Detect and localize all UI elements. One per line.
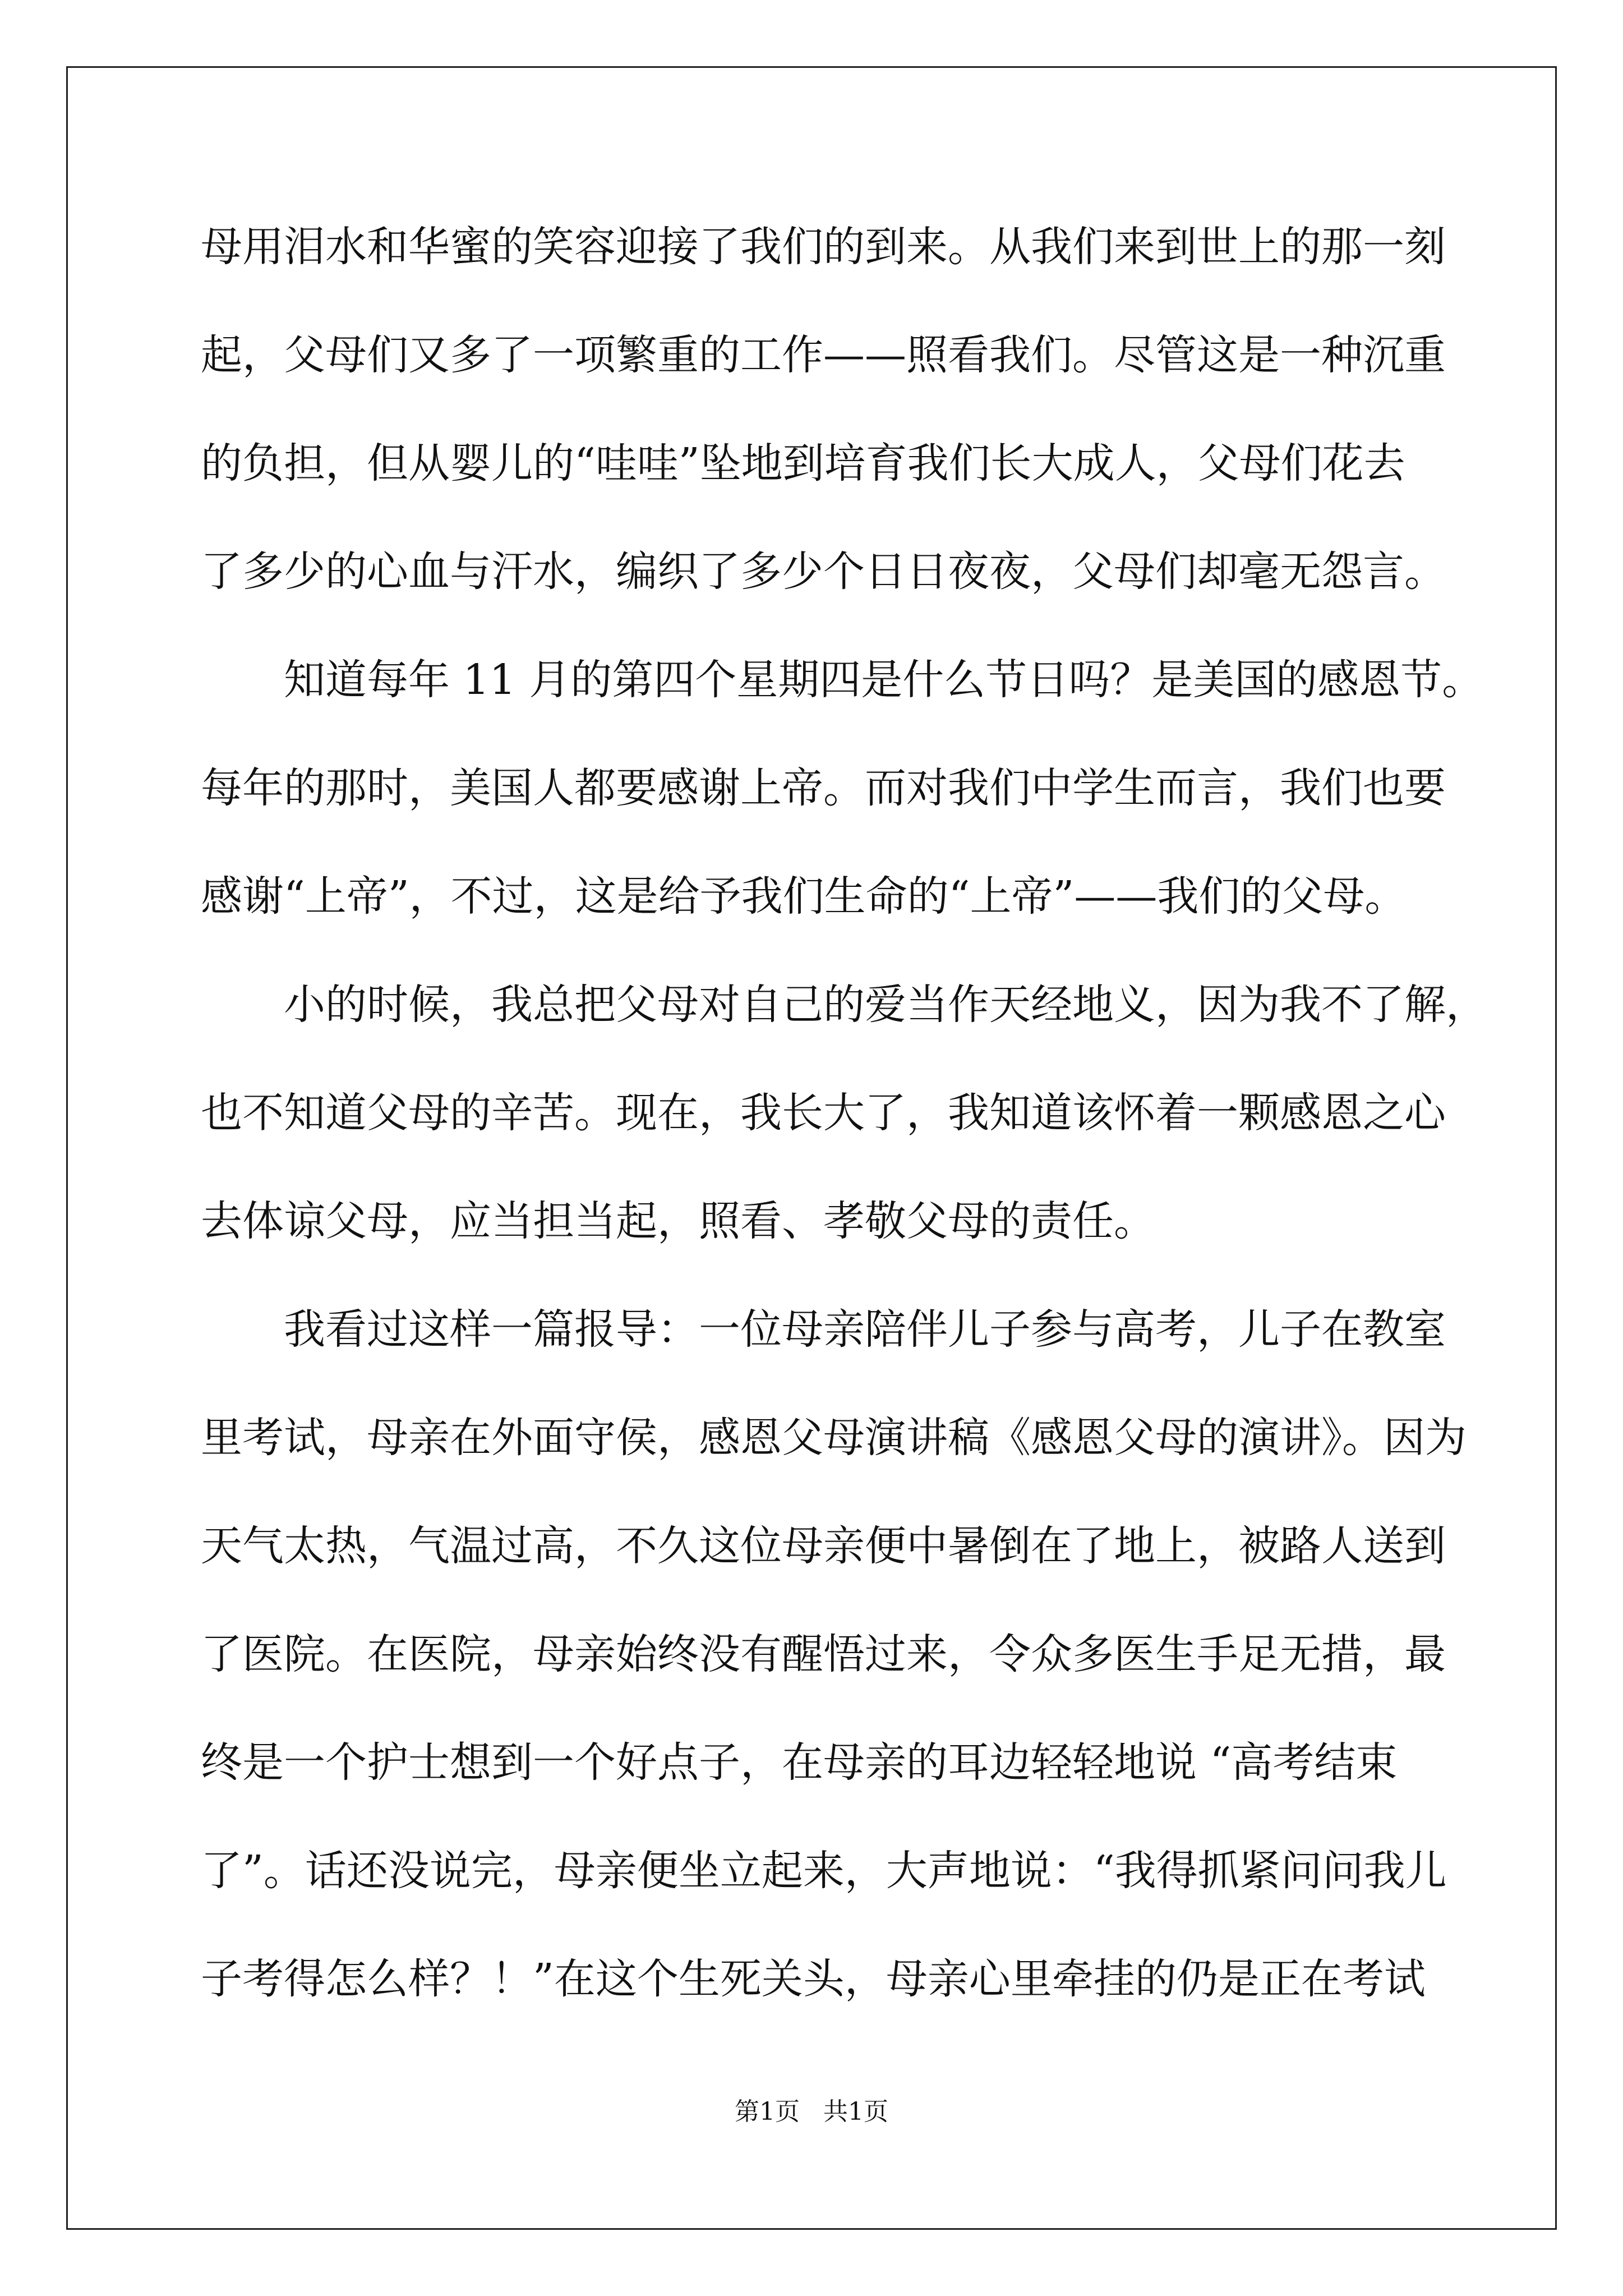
- text-line-16: 了”。话还没说完，母亲便坐立起来，大声地说：“我得抓紧问问我儿: [201, 1847, 1447, 1895]
- text-line-15: 终是一个护士想到一个好点子，在母亲的耳边轻轻地说 “高考结束: [201, 1738, 1398, 1787]
- text-line-2: 起，父母们又多了一项繁重的工作——照看我们。尽管这是一种沉重: [201, 331, 1446, 379]
- text-line-11: 我看过这样一篇报导：一位母亲陪伴儿子参与高考，儿子在教室: [284, 1305, 1446, 1354]
- text-line-17: 子考得怎么样？！”在这个生死关头，母亲心里牵挂的仍是正在考试: [201, 1955, 1426, 2003]
- text-line-13: 天气太热，气温过高，不久这位母亲便中暑倒在了地上，被路人送到: [201, 1522, 1446, 1570]
- page-number-footer: 第1页 共1页: [735, 2097, 888, 2126]
- text-line-8: 小的时候，我总把父母对自己的爱当作天经地义，因为我不了解，: [284, 981, 1487, 1029]
- document-body: [201, 219, 1487, 2059]
- text-line-4: 了多少的心血与汗水，编织了多少个日日夜夜，父母们却毫无怨言。: [201, 547, 1446, 596]
- text-line-5: 知道每年 11 月的第四个星期四是什么节日吗？是美国的感恩节。: [284, 656, 1484, 704]
- text-line-10: 去体谅父母，应当担当起，照看、孝敬父母的责任。: [201, 1197, 1155, 1245]
- text-line-12: 里考试，母亲在外面守侯，感恩父母演讲稿《感恩父母的演讲》。因为: [201, 1414, 1467, 1462]
- text-line-9: 也不知道父母的辛苦。现在，我长大了，我知道该怀着一颗感恩之心: [201, 1089, 1446, 1137]
- text-line-14: 了医院。在医院，母亲始终没有醒悟过来，令众多医生手足无措，最: [201, 1630, 1446, 1678]
- text-line-3: 的负担，但从婴儿的“哇哇”坠地到培育我们长大成人，父母们花去: [201, 439, 1405, 487]
- text-line-7: 感谢“上帝”，不过，这是给予我们生命的“上帝”——我们的父母。: [201, 872, 1407, 921]
- text-line-1: 母用泪水和华蜜的笑容迎接了我们的到来。从我们来到世上的那一刻: [201, 223, 1446, 271]
- text-line-6: 每年的那时，美国人都要感谢上帝。而对我们中学生而言，我们也要: [201, 764, 1446, 812]
